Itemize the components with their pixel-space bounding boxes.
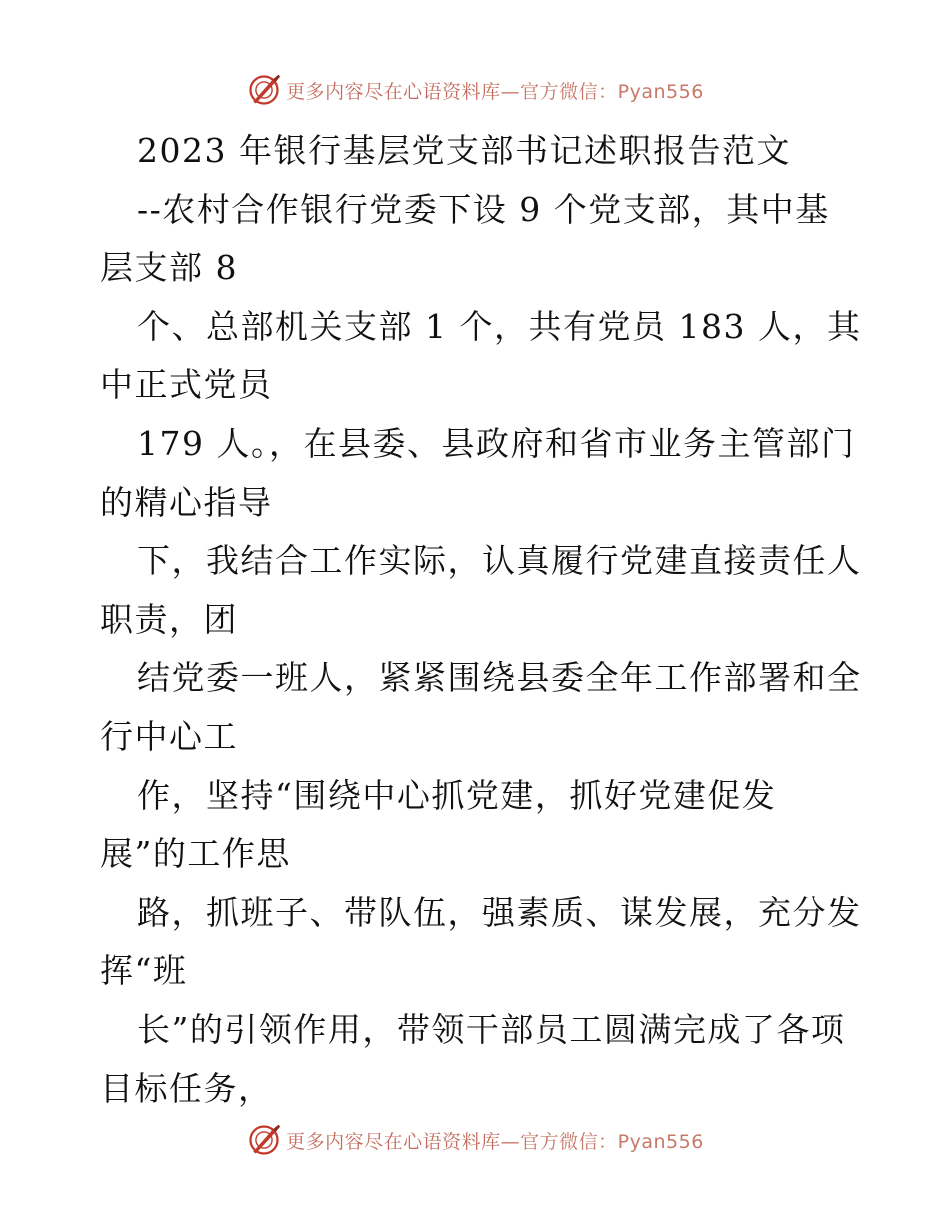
header-banner-text (286, 77, 704, 104)
text-line: 层支部 8 (100, 248, 238, 288)
text-line: 中正式党员 (100, 365, 273, 405)
text-line: 路，抓班子、带队伍，强素质、谋发展，充分发 (137, 892, 862, 932)
footer-banner (0, 1120, 950, 1160)
header-dash: — (500, 80, 521, 103)
text-line: 179 人。，在县委、县政府和省市业务主管部门 (137, 423, 856, 463)
text-line: 结党委一班人，紧紧围绕县委全年工作部署和全 (137, 658, 862, 698)
document-title: 2023 年银行基层党支部书记述职报告范文 (137, 131, 791, 170)
pen-logo-icon (246, 72, 282, 108)
document-body (100, 122, 860, 1118)
footer-banner-text (286, 1127, 704, 1154)
text-line: 目标任务， (100, 1068, 273, 1108)
text-line: 职责，团 (100, 599, 238, 639)
text-line: 行中心工 (100, 716, 238, 756)
text-line: --农村合作银行党委下设 9 个党支部，其中基 (137, 189, 830, 229)
text-line: 挥“班 (100, 951, 188, 991)
header-banner (0, 70, 950, 110)
header-contact: 官方微信：Pyan556 (520, 80, 704, 103)
text-line: 长”的引领作用，带领干部员工圆满完成了各项 (137, 1009, 846, 1049)
text-line: 下，我结合工作实际，认真履行党建直接责任人 (137, 541, 862, 581)
text-line: 的精心指导 (100, 482, 273, 522)
text-line: 个、总部机关支部 1 个，共有党员 183 人，其 (137, 306, 862, 346)
footer-dash: — (500, 1130, 521, 1153)
footer-brand: 更多内容尽在心语资料库 (286, 1130, 501, 1153)
header-brand: 更多内容尽在心语资料库 (286, 80, 501, 103)
text-line: 作，坚持“围绕中心抓党建，抓好党建促发 (137, 775, 777, 815)
pen-logo-icon (246, 1122, 282, 1158)
footer-contact: 官方微信：Pyan556 (520, 1130, 704, 1153)
text-line: 展”的工作思 (100, 834, 291, 874)
